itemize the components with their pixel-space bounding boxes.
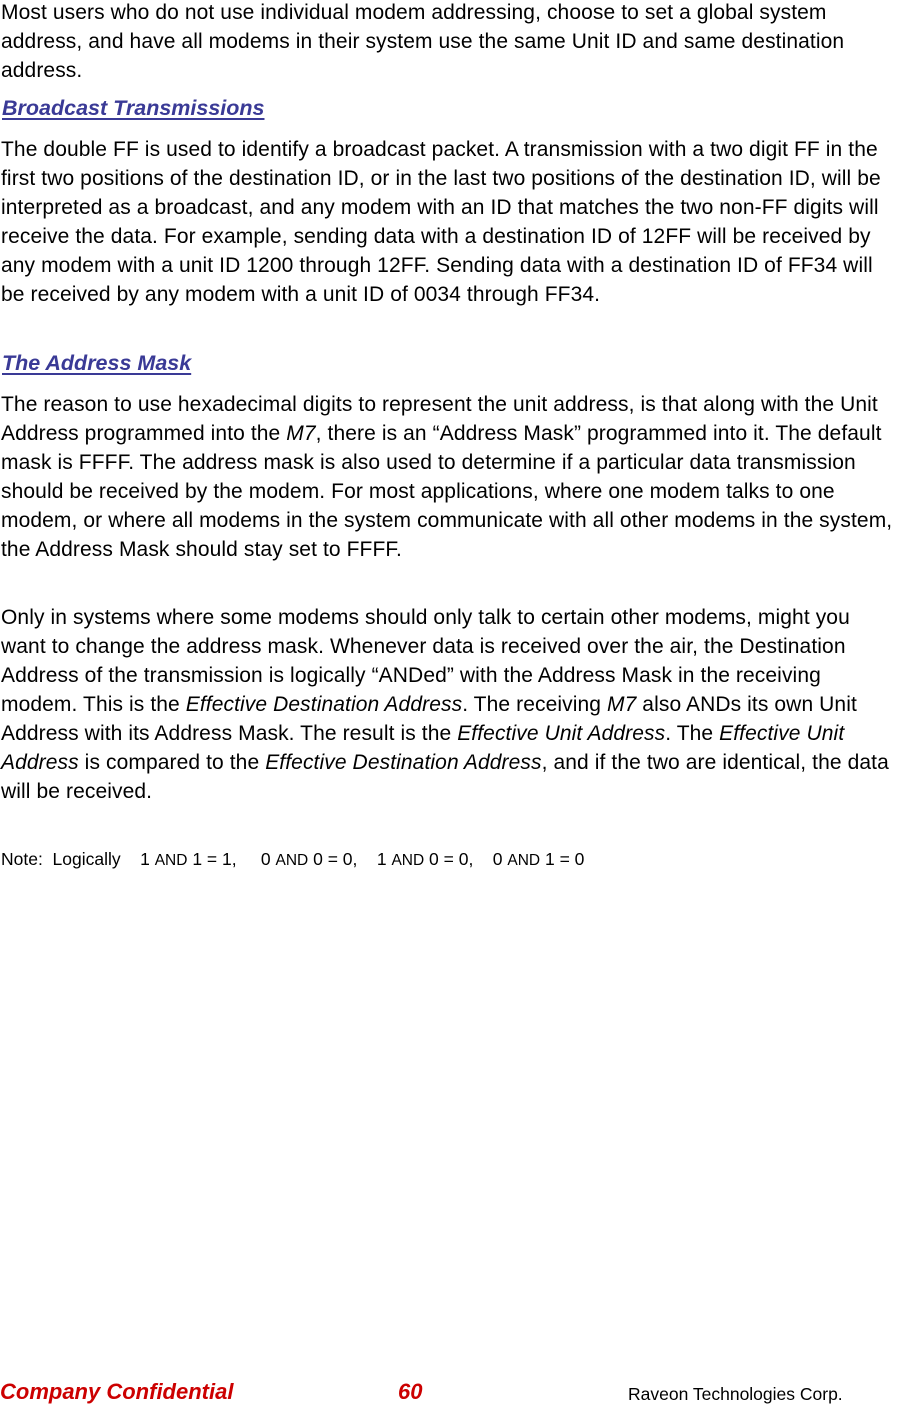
footer-confidential: Company Confidential (0, 1379, 234, 1404)
text-run: . The receiving (462, 693, 607, 716)
term-effective-destination-address: Effective Destination Address (185, 693, 463, 716)
note-text: 1 = 0 (540, 849, 585, 869)
text-run: . The (665, 722, 720, 745)
footer-company: Raveon Technologies Corp. (628, 1384, 843, 1404)
note-text: 0 = 0, (308, 849, 377, 869)
footer-page-number: 60 (398, 1379, 423, 1404)
note-text: 1 (376, 849, 392, 869)
term-effective-unit-address: Effective Unit Address (457, 722, 666, 745)
address-mask-paragraph-2 (1, 603, 894, 806)
term-effective-destination-address: Effective Destination Address (265, 751, 542, 774)
and-operator: AND (154, 852, 188, 869)
and-operator: AND (391, 852, 425, 869)
note-text: 0 = 0, (424, 849, 493, 869)
text-run: also ANDs its own Unit Address with its Address Mask. The result is the (1, 693, 857, 745)
text-run: is compared to the (78, 751, 266, 774)
broadcast-heading: Broadcast Transmissions (2, 96, 265, 120)
note-prefix: Note: Logically (1, 849, 141, 869)
text-run: The reason to use hexadecimal digits to represent the unit address, is that along with the Unit Address programmed into the (1, 393, 878, 445)
broadcast-paragraph: The double FF is used to identify a broadcast packet. A transmission with a two digit FF in the first two positions of the destination ID, or in the last two positions of the destination ID, will be interpreted as a broadcast, and any modem with an ID that matches the two non-FF digits will receive the data. For example, sending data with a destination ID of 12FF will be received by any modem with a unit ID 1200 through 12FF. Sending data with a destination ID of FF34 will be received by any modem with a unit ID of 0034 through FF34. (1, 138, 881, 306)
model-name: M7 (606, 693, 637, 716)
intro-paragraph: Most users who do not use individual modem addressing, choose to set a global system address, and have all modems in their system use the same Unit ID and same destination address. (1, 1, 845, 82)
text-run: , there is an “Address Mask” programmed into it. The default mask is FFFF. The address mask is also used to determine if a particular data transmission should be received by the modem. For most applications, where one modem talks to one modem, or where all modems in the system communicate with all other modems in the system, the Address Mask should stay set to FFFF. (1, 422, 893, 561)
text-run: , and if the two are identical, the data will be received. (1, 751, 889, 803)
and-operator: AND (507, 852, 541, 869)
address-mask-paragraph-1 (1, 390, 894, 564)
note-text: 0 (492, 849, 508, 869)
note-text: 0 (260, 849, 276, 869)
term-effective-unit-address: Effective Unit Address (1, 722, 845, 774)
note-text: 1 (140, 849, 155, 869)
address-mask-heading: The Address Mask (2, 351, 192, 375)
logic-note (1, 846, 584, 874)
note-text: 1 = 1, (187, 849, 261, 869)
model-name: M7 (286, 422, 316, 445)
text-run: Only in systems where some modems should only talk to certain other modems, might you want to change the address mask. Whenever data is received over the air, the Destination Address of the transmission is logically “ANDed” with the Address Mask in the receiving modem. This is the (1, 606, 850, 716)
and-operator: AND (275, 852, 309, 869)
